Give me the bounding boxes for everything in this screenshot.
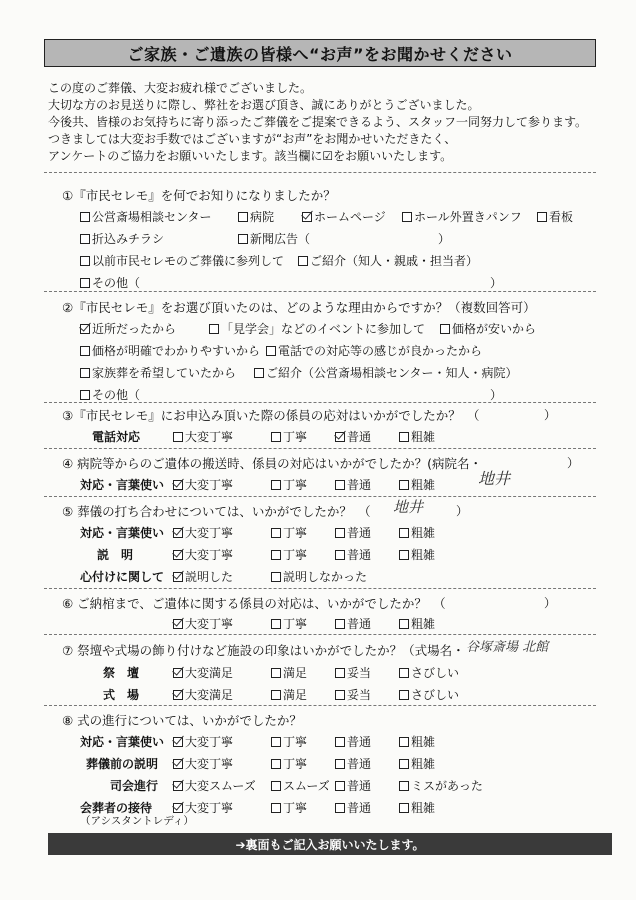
checkbox[interactable]: [335, 668, 345, 678]
option-label: 価格が明確でわかりやすいから: [92, 344, 261, 358]
checkbox[interactable]: [271, 550, 281, 560]
option-label: 粗雑: [411, 735, 436, 749]
checkbox[interactable]: [173, 480, 183, 490]
checkbox[interactable]: [173, 737, 183, 747]
q8-option[interactable]: [335, 733, 371, 750]
option-label: 妥当: [347, 688, 372, 702]
page-title: ご家族・ご遺族の皆様へ“お声”をお聞かせください: [44, 39, 596, 67]
q8-option[interactable]: [399, 755, 435, 772]
checkbox[interactable]: [335, 759, 345, 769]
option-label: 大変丁寧: [185, 478, 234, 492]
q5-option[interactable]: [173, 546, 233, 563]
q7-option[interactable]: [335, 686, 371, 703]
q8-option[interactable]: [271, 755, 307, 772]
option-label: 粗雑: [411, 757, 436, 771]
option-label: その他（: [92, 388, 141, 402]
option-label: 丁寧: [283, 478, 308, 492]
checkbox[interactable]: [302, 212, 312, 222]
intro-line: 今後共、皆様のお気持ちに寄り添ったご葬儀をご提案できるよう、スタッフ一同努力して参ります。: [48, 115, 588, 129]
q5-option[interactable]: [271, 546, 307, 563]
checkbox[interactable]: [271, 432, 281, 442]
checkbox[interactable]: [266, 346, 276, 356]
q8-option[interactable]: [271, 733, 307, 750]
checkbox[interactable]: [335, 737, 345, 747]
checkbox[interactable]: [399, 668, 409, 678]
q5-option[interactable]: [271, 568, 367, 585]
checkbox[interactable]: [271, 803, 281, 813]
option-label: 大変満足: [185, 688, 234, 702]
q8-option[interactable]: [271, 799, 307, 816]
option-label: ご紹介（知人・親戚・担当者）: [310, 254, 479, 268]
q5-option[interactable]: [399, 546, 435, 563]
q6-option[interactable]: [335, 615, 371, 632]
checkbox[interactable]: [80, 368, 90, 378]
option-label: 大変丁寧: [185, 526, 234, 540]
q7-question: ⑦ 祭壇や式場の飾り付けなど施設の印象はいかがでしたか？（式場名・: [62, 643, 465, 658]
option-label: 大変丁寧: [185, 735, 234, 749]
option-label: 粗雑: [411, 526, 436, 540]
row-label: 式 場: [103, 688, 140, 702]
q1-option[interactable]: [238, 230, 310, 247]
q6-option[interactable]: [173, 615, 233, 632]
option-label: さびしい: [411, 666, 460, 680]
close-paren: ）: [544, 408, 557, 422]
q7-option[interactable]: [399, 686, 459, 703]
checkbox[interactable]: [173, 668, 183, 678]
option-label: 公営斎場相談センター: [92, 210, 212, 224]
option-label: 普通: [347, 757, 372, 771]
divider: [44, 705, 596, 706]
option-label: 満足: [283, 666, 308, 680]
checkbox[interactable]: [335, 781, 345, 791]
q3-question: ③『市民セレモ』にお申込み頂いた際の係員の応対はいかがでしたか？ （: [62, 408, 480, 423]
close-paren: ）: [490, 388, 503, 402]
q5-option[interactable]: [173, 568, 233, 585]
option-label: 大変丁寧: [185, 548, 234, 562]
checkbox[interactable]: [399, 759, 409, 769]
option-label: 丁寧: [283, 548, 308, 562]
handwritten-hall: 谷塚斎場 北館: [466, 640, 549, 655]
checkbox[interactable]: [173, 619, 183, 629]
checkbox[interactable]: [271, 528, 281, 538]
checkbox[interactable]: [335, 550, 345, 560]
checkbox[interactable]: [173, 528, 183, 538]
q2-option[interactable]: [254, 364, 518, 381]
q3-option[interactable]: [399, 428, 435, 445]
option-label: 普通: [347, 548, 372, 562]
option-label: 大変満足: [185, 666, 234, 680]
option-label: 普通: [347, 801, 372, 815]
option-label: 電話での対応等の感じが良かったから: [278, 344, 483, 358]
intro-line: アンケートのご協力をお願いいたします。該当欄に☑をお願いいたします。: [48, 149, 453, 163]
option-label: 粗雑: [411, 430, 436, 444]
checkbox[interactable]: [271, 781, 281, 791]
option-label: 大変丁寧: [185, 757, 234, 771]
q2-option[interactable]: [209, 320, 425, 337]
checkbox[interactable]: [399, 803, 409, 813]
row-label: 対応・言葉使い: [80, 526, 165, 540]
option-label: 普通: [347, 735, 372, 749]
option-label: 粗雑: [411, 478, 436, 492]
checkbox[interactable]: [238, 234, 248, 244]
checkbox[interactable]: [402, 212, 412, 222]
q8-option[interactable]: [271, 777, 330, 794]
assistant-note: （アシスタントレディ）: [80, 815, 194, 827]
checkbox[interactable]: [335, 528, 345, 538]
q2-option[interactable]: [80, 342, 260, 359]
checkbox[interactable]: [173, 432, 183, 442]
checkbox[interactable]: [399, 432, 409, 442]
checkbox[interactable]: [173, 572, 183, 582]
checkbox[interactable]: [80, 212, 90, 222]
q1-option[interactable]: [402, 208, 522, 225]
row-label: 対応・言葉使い: [80, 735, 165, 749]
option-label: 大変丁寧: [185, 801, 234, 815]
checkbox[interactable]: [271, 480, 281, 490]
row-label: 祭 壇: [103, 666, 140, 680]
q8-option[interactable]: [399, 733, 435, 750]
close-paren: ）: [567, 456, 580, 470]
q5-option[interactable]: [335, 546, 371, 563]
option-label: 普通: [347, 617, 372, 631]
footer-banner: ➔裏面もご記入お願いいたします。: [48, 833, 612, 855]
q3-option[interactable]: [173, 428, 233, 445]
row-label: 司会進行: [110, 779, 159, 793]
q8-option[interactable]: [335, 777, 371, 794]
checkbox[interactable]: [80, 234, 90, 244]
q8-option[interactable]: [173, 777, 256, 794]
option-label: 病院: [250, 210, 275, 224]
divider: [44, 588, 596, 589]
option-label: 普通: [347, 430, 372, 444]
q1-option[interactable]: [238, 208, 274, 225]
row-label: 葬儀前の説明: [86, 757, 159, 771]
checkbox[interactable]: [399, 690, 409, 700]
q8-option[interactable]: [173, 755, 233, 772]
checkbox[interactable]: [440, 324, 450, 334]
q8-option[interactable]: [335, 755, 371, 772]
checkbox[interactable]: [271, 737, 281, 747]
checkbox[interactable]: [399, 480, 409, 490]
checkbox[interactable]: [537, 212, 547, 222]
close-paren: ）: [490, 276, 503, 290]
divider: [44, 496, 596, 497]
option-label: 丁寧: [283, 735, 308, 749]
option-label: 妥当: [347, 666, 372, 680]
checkbox[interactable]: [399, 781, 409, 791]
option-label: ホームページ: [314, 210, 386, 224]
row-label: 対応・言葉使い: [80, 478, 165, 492]
intro-line: つきましては大変お手数ではございますが“お声”をお聞かせいただきたく、: [48, 132, 457, 146]
q6-option[interactable]: [399, 615, 435, 632]
checkbox[interactable]: [399, 619, 409, 629]
close-paren: ）: [456, 504, 469, 518]
q4-option[interactable]: [173, 476, 233, 493]
intro-line: 大切な方のお見送りに際し、弊社をお選び頂き、誠にありがとうございました。: [48, 98, 480, 112]
option-label: 説明した: [185, 570, 234, 584]
checkbox[interactable]: [399, 550, 409, 560]
option-label: スムーズ: [283, 779, 330, 793]
close-paren: ）: [438, 232, 451, 246]
checkbox[interactable]: [335, 619, 345, 629]
option-label: 丁寧: [283, 430, 308, 444]
checkbox[interactable]: [399, 737, 409, 747]
q2-option[interactable]: [80, 364, 236, 381]
q1-option[interactable]: [80, 230, 164, 247]
checkbox[interactable]: [173, 550, 183, 560]
q6-question: ⑥ ご納棺まで、ご遺体に関する係員の対応は、いかがでしたか？ （: [62, 596, 446, 611]
q6-option[interactable]: [271, 615, 307, 632]
option-label: ミスがあった: [411, 779, 483, 793]
checkbox[interactable]: [238, 212, 248, 222]
divider: [44, 172, 596, 173]
option-label: 看板: [549, 210, 574, 224]
q5-option[interactable]: [173, 524, 233, 541]
q8-option[interactable]: [173, 733, 233, 750]
option-label: 近所だったから: [92, 322, 177, 336]
checkbox[interactable]: [80, 278, 90, 288]
handwritten-name: 地井: [393, 498, 424, 516]
checkbox[interactable]: [80, 390, 90, 400]
checkbox[interactable]: [209, 324, 219, 334]
checkbox[interactable]: [271, 759, 281, 769]
option-label: 以前市民セレモのご葬儀に参列して: [92, 254, 285, 268]
q4-question: ④ 病院等からのご遺体の搬送時、係員の対応はいかがでしたか？(病院名・: [62, 456, 483, 471]
option-label: 大変丁寧: [185, 430, 234, 444]
divider: [44, 634, 596, 635]
q2-option[interactable]: [80, 386, 140, 403]
option-label: 折込みチラシ: [92, 232, 165, 246]
q4-option[interactable]: [335, 476, 371, 493]
option-label: 大変スムーズ: [185, 779, 256, 793]
q5-option[interactable]: [399, 524, 435, 541]
q7-option[interactable]: [335, 664, 371, 681]
divider: [44, 402, 596, 403]
option-label: 普通: [347, 526, 372, 540]
q1-question: ①『市民セレモ』を何でお知りになりましたか？: [62, 188, 336, 203]
q5-question: ⑤ 葬儀の打ち合わせについては、いかがでしたか？ （: [62, 504, 371, 519]
option-label: 普通: [347, 478, 372, 492]
option-label: ご紹介（公営斎場相談センター・知人・病院）: [266, 366, 518, 380]
option-label: 丁寧: [283, 757, 308, 771]
option-label: 粗雑: [411, 548, 436, 562]
option-label: 説明しなかった: [283, 570, 368, 584]
option-label: 丁寧: [283, 526, 308, 540]
q4-option[interactable]: [399, 476, 435, 493]
checkbox[interactable]: [335, 803, 345, 813]
handwritten-name: 地井: [478, 469, 511, 488]
divider: [44, 291, 596, 292]
option-label: 「見学会」などのイベントに参加して: [221, 322, 426, 336]
checkbox[interactable]: [271, 668, 281, 678]
q4-option[interactable]: [271, 476, 307, 493]
q2-option[interactable]: [266, 342, 482, 359]
q5-option[interactable]: [271, 524, 307, 541]
divider: [44, 448, 596, 449]
row-label: 心付けに関して: [80, 570, 165, 584]
q1-option[interactable]: [80, 252, 284, 269]
q7-option[interactable]: [271, 686, 307, 703]
option-label: 家族葬を希望していたから: [92, 366, 237, 380]
checkbox[interactable]: [80, 324, 90, 334]
q2-option[interactable]: [80, 320, 176, 337]
option-label: 丁寧: [283, 801, 308, 815]
q1-option[interactable]: [80, 208, 212, 225]
checkbox[interactable]: [173, 759, 183, 769]
row-label: 説 明: [97, 548, 134, 562]
checkbox[interactable]: [399, 528, 409, 538]
q7-option[interactable]: [173, 686, 233, 703]
checkbox[interactable]: [80, 256, 90, 266]
option-label: 満足: [283, 688, 308, 702]
q1-option[interactable]: [80, 274, 140, 291]
q7-option[interactable]: [271, 664, 307, 681]
checkbox[interactable]: [335, 432, 345, 442]
checkbox[interactable]: [254, 368, 264, 378]
intro-text: [48, 80, 587, 165]
option-label: 普通: [347, 779, 372, 793]
q1-option[interactable]: [537, 208, 573, 225]
checkbox[interactable]: [271, 690, 281, 700]
checkbox[interactable]: [335, 480, 345, 490]
option-label: 大変丁寧: [185, 617, 234, 631]
option-label: 価格が安いから: [452, 322, 537, 336]
close-paren: ）: [544, 596, 557, 610]
q8-option[interactable]: [399, 777, 483, 794]
checkbox[interactable]: [173, 690, 183, 700]
option-label: ホール外置きパンフ: [414, 210, 522, 224]
option-label: その他（: [92, 276, 141, 290]
checkbox[interactable]: [271, 619, 281, 629]
option-label: さびしい: [411, 688, 460, 702]
q2-option[interactable]: [440, 320, 536, 337]
row-label: 会葬者の接待: [80, 801, 153, 815]
option-label: 粗雑: [411, 801, 436, 815]
q1-option[interactable]: [302, 208, 386, 225]
checkbox[interactable]: [298, 256, 308, 266]
q7-option[interactable]: [173, 664, 233, 681]
option-label: 新聞広告（: [250, 232, 311, 246]
checkbox[interactable]: [80, 346, 90, 356]
option-label: 丁寧: [283, 617, 308, 631]
intro-line: この度のご葬儀、大変お疲れ様でございました。: [48, 81, 313, 95]
q3-option[interactable]: [335, 428, 371, 445]
option-label: 粗雑: [411, 617, 436, 631]
q3-option[interactable]: [271, 428, 307, 445]
q1-option[interactable]: [298, 252, 478, 269]
checkbox[interactable]: [173, 803, 183, 813]
q8-option[interactable]: [399, 799, 435, 816]
q8-question: ⑧ 式の進行については、いかがでしたか？: [62, 713, 302, 728]
q8-option[interactable]: [335, 799, 371, 816]
q7-option[interactable]: [399, 664, 459, 681]
row-label: 電話対応: [92, 430, 141, 444]
checkbox[interactable]: [335, 690, 345, 700]
checkbox[interactable]: [271, 572, 281, 582]
q5-option[interactable]: [335, 524, 371, 541]
q2-question: ②『市民セレモ』をお選び頂いたのは、どのような理由からですか？（複数回答可）: [62, 300, 536, 315]
checkbox[interactable]: [173, 781, 183, 791]
